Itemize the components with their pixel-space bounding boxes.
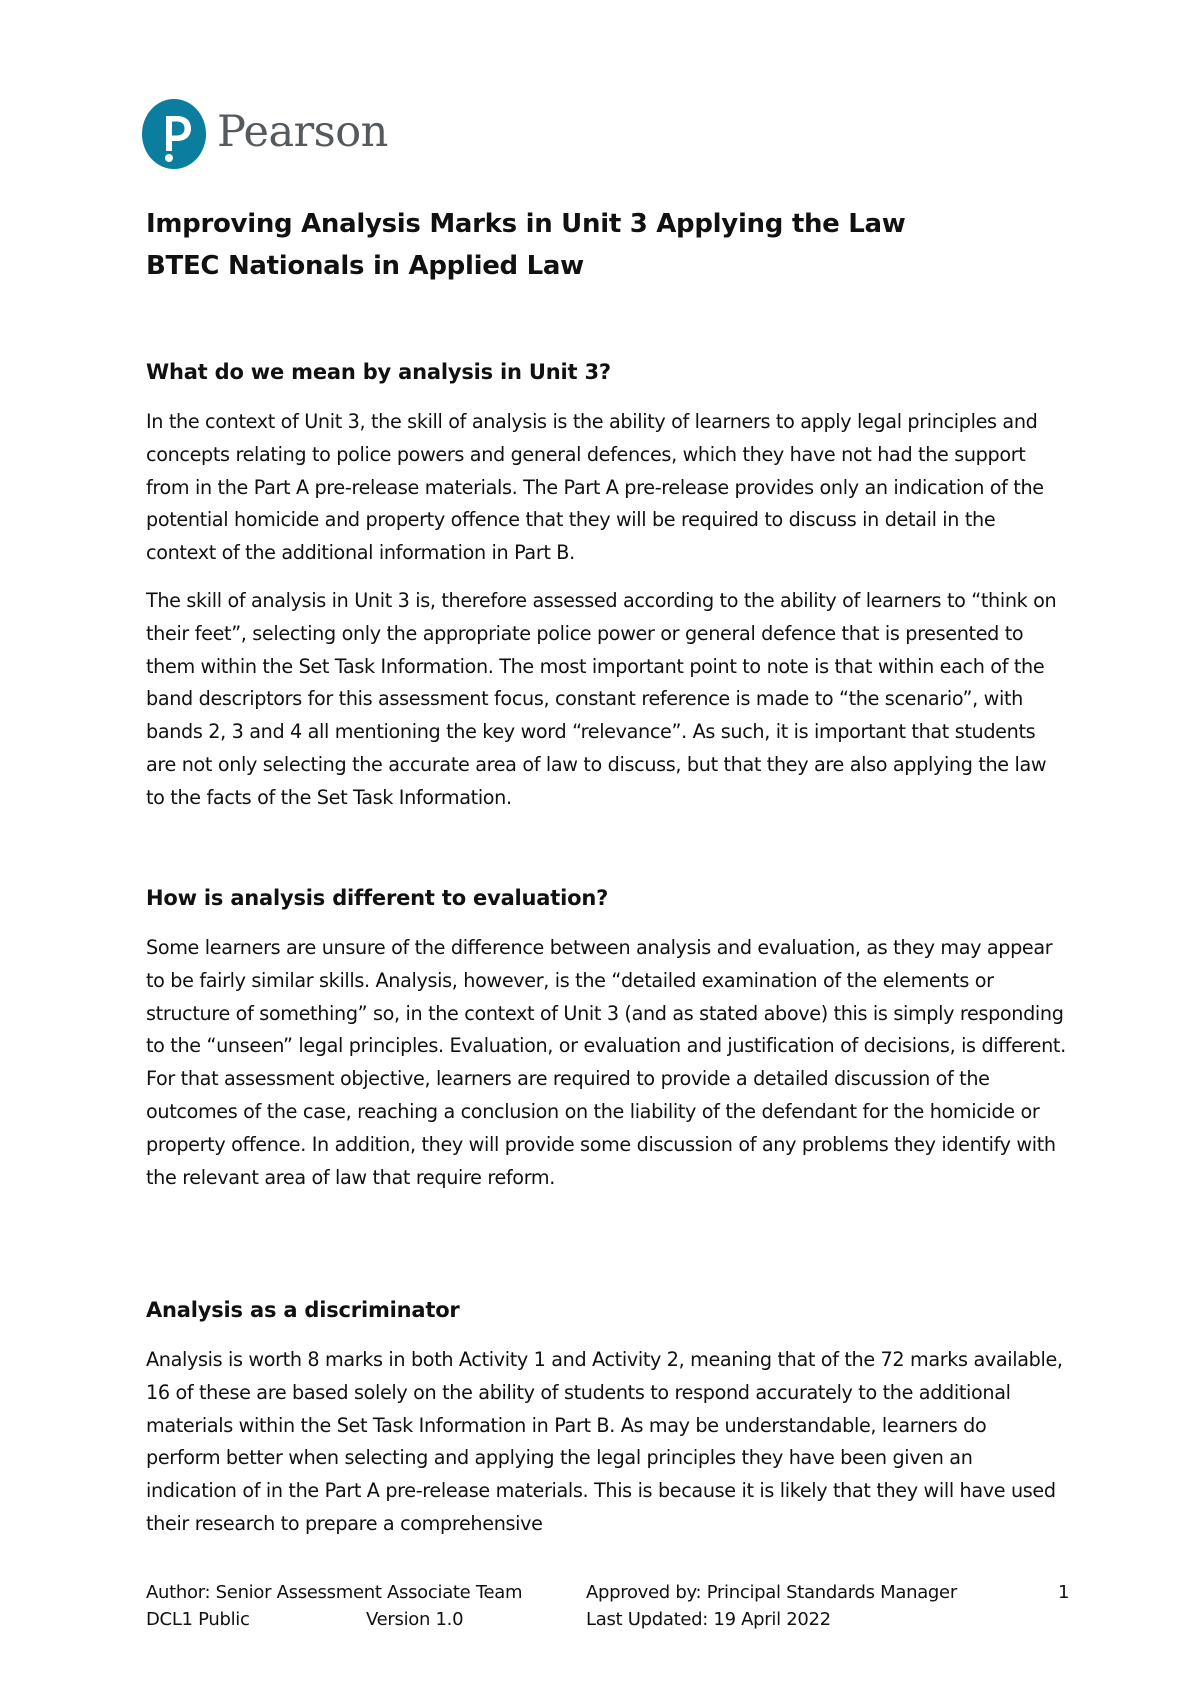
section-paragraph: In the context of Unit 3, the skill of analysis is the ability of learners to apply legal principles and concepts relating to police powers and general defences, which they have not had the support from in the Part A pre-release materials. The Part A pre-release provides only an indication of the potential homicide and property offence that they will be required to discuss in detail in the context of the additional information in Part B. <box>146 410 1044 565</box>
section-heading: Analysis as a discriminator <box>146 1298 460 1322</box>
title-line-1: Improving Analysis Marks in Unit 3 Applying the Law <box>146 209 906 239</box>
section-paragraph: The skill of analysis in Unit 3 is, therefore assessed according to the ability of learners to “think on their feet”, selecting only the appropriate police power or general defence that is presented to them within the Set Task Information. The most important point to note is that within each of the band descriptors for this assessment focus, constant reference is made to “the scenario”, with bands 2, 3 and 4 all mentioning the key word “relevance”. As such, it is important that students are not only selecting the accurate area of law to discuss, but that they are also applying the law to the facts of the Set Task Information. <box>146 589 1057 809</box>
footer-author: Author: Senior Assessment Associate Team <box>146 1582 523 1603</box>
footer-approved-by: Approved by: Principal Standards Manager <box>586 1582 957 1603</box>
footer-classification: DCL1 Public <box>146 1609 250 1630</box>
section-paragraph: Some learners are unsure of the difference between analysis and evaluation, as they may appear to be fairly similar skills. Analysis, however, is the “detailed examination of the elements or structure of something” so, in the context of Unit 3 (and as stated above) this is simply responding to the “unseen” legal principles. Evaluation, or evaluation and justification of decisions, is different. For that assessment objective, learners are required to provide a detailed discussion of the outcomes of the case, reaching a conclusion on the liability of the defendant for the homicide or property offence. In addition, they will provide some discussion of any problems they identify with the relevant area of law that require reform. <box>146 936 1066 1189</box>
page-title <box>146 203 1086 287</box>
section-paragraph: Analysis is worth 8 marks in both Activity 1 and Activity 2, meaning that of the 72 marks available, 16 of these are based solely on the ability of students to respond accurately to the additional materials within the Set Task Information in Part B. As may be understandable, learners do perform better when selecting and applying the legal principles they have been given an indication of in the Part A pre-release materials. This is because it is likely that they will have used their research to prepare a comprehensive <box>146 1348 1063 1535</box>
pearson-p-icon <box>141 98 207 170</box>
title-line-2: BTEC Nationals in Applied Law <box>146 251 584 281</box>
page-number: 1 <box>1058 1582 1070 1603</box>
section-heading: How is analysis different to evaluation? <box>146 886 609 910</box>
logo-wordmark: Pearson <box>217 106 388 157</box>
footer-version: Version 1.0 <box>366 1609 464 1630</box>
pearson-logo <box>141 98 388 170</box>
section-heading: What do we mean by analysis in Unit 3? <box>146 360 611 384</box>
footer-last-updated: Last Updated: 19 April 2022 <box>586 1609 831 1630</box>
